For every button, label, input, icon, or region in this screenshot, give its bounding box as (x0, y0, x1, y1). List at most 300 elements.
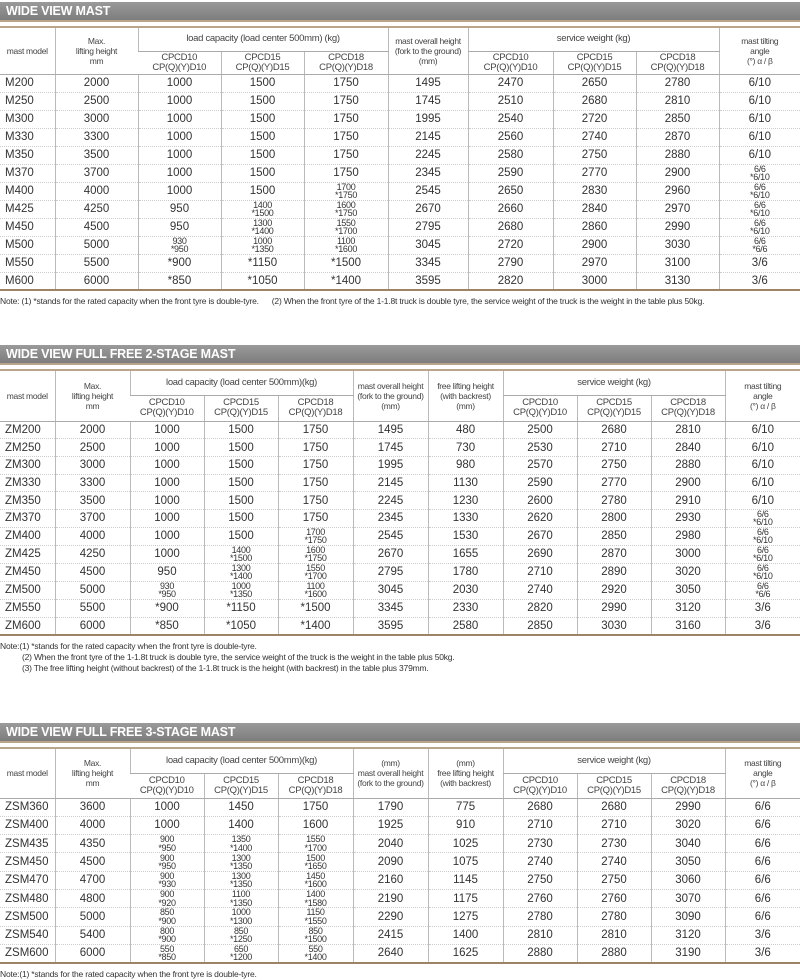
table-cell: 2900 (553, 236, 636, 254)
table-cell: 550 *1400 (278, 944, 353, 963)
table-cell: 2780 (577, 492, 651, 510)
table-cell: 2850 (503, 617, 577, 635)
table-cell: 6/10 (725, 439, 800, 457)
section-title: WIDE VIEW FULL FREE 2-STAGE MAST (0, 345, 800, 365)
table-cell: 6/10 (719, 74, 800, 92)
table-cell: 3030 (636, 236, 719, 254)
table-cell: 6/10 (725, 474, 800, 492)
table-cell: 6/6 *6/10 (725, 563, 800, 581)
table-row (0, 110, 800, 128)
table-cell: 3090 (651, 908, 725, 926)
col-load-capacity: load capacity (load center 500mm)(kg) (130, 748, 353, 773)
table-cell: 2720 (553, 110, 636, 128)
col-cap-cpcd10: CPCD10 CP(Q)(Y)D10 (138, 51, 221, 74)
table-cell: 2580 (428, 617, 503, 635)
table-cell: 1750 (278, 439, 353, 457)
table-cell: 1500 (204, 439, 278, 457)
table-cell: 1000 (138, 164, 221, 182)
table-cell: 2880 (651, 456, 725, 474)
table-cell: 6/10 (719, 92, 800, 110)
table-cell: 480 (428, 421, 503, 439)
table-cell: 4500 (55, 853, 130, 871)
table-cell: 1530 (428, 527, 503, 545)
table-cell: 2710 (577, 439, 651, 457)
table-row (0, 853, 800, 871)
table-cell: 1600 *1750 (304, 200, 388, 218)
table-cell: 1450 *1600 (278, 871, 353, 889)
cell-mast-model: ZM350 (0, 492, 55, 510)
col-service-weight: service weight (kg) (468, 27, 719, 51)
table-cell: 6/10 (725, 421, 800, 439)
col-service-weight: service weight (kg) (503, 370, 725, 395)
table-cell: 2850 (577, 527, 651, 545)
wide-view-mast-section (0, 2, 800, 307)
col-cap-cpcd15: CPCD15 CP(Q)(Y)D15 (204, 773, 278, 798)
table-cell: 1000 (130, 527, 204, 545)
col-mast-model: mast model (0, 27, 55, 74)
table-cell: 2710 (577, 816, 651, 834)
table-cell: 2890 (577, 563, 651, 581)
table-cell: 2740 (503, 853, 577, 871)
table-cell: 1500 (204, 421, 278, 439)
table-cell: 1100 *1350 (204, 889, 278, 907)
table-cell: 2580 (468, 146, 553, 164)
table-cell: 2190 (353, 889, 428, 907)
table-cell: 2710 (503, 563, 577, 581)
table-cell: *900 (138, 254, 221, 272)
table-cell: 1550 *1700 (278, 563, 353, 581)
table-cell: 3345 (353, 599, 428, 617)
table-cell: 930 *950 (130, 581, 204, 599)
table-row (0, 474, 800, 492)
table-cell: 1745 (388, 92, 468, 110)
table-cell: 2560 (468, 128, 553, 146)
table-cell: 2820 (468, 272, 553, 290)
cell-mast-model: ZM425 (0, 545, 55, 563)
table-cell: 2740 (577, 853, 651, 871)
table-cell: 1600 (278, 816, 353, 834)
table-cell: 2500 (503, 421, 577, 439)
table-cell: *1400 (278, 617, 353, 635)
col-sw-cpcd15: CPCD15 CP(Q)(Y)D15 (577, 395, 651, 421)
table-cell: 1000 (130, 439, 204, 457)
cell-mast-model: ZSM360 (0, 798, 55, 816)
full-free-2-stage-section (0, 345, 800, 674)
table-cell: 2650 (468, 182, 553, 200)
table-row (0, 236, 800, 254)
table-cell: 6/6 (725, 889, 800, 907)
table-cell: 2795 (353, 563, 428, 581)
table-cell: 1400 (204, 816, 278, 834)
table-cell: 1500 *1650 (278, 853, 353, 871)
table-cell: 1000 (138, 110, 221, 128)
table-cell: 1275 (428, 908, 503, 926)
table-cell: 2030 (428, 581, 503, 599)
table-cell: 6/6 *6/6 (719, 236, 800, 254)
table-cell: 1400 (428, 926, 503, 944)
table-cell: 2840 (553, 200, 636, 218)
table-cell: 2990 (636, 218, 719, 236)
table-row (0, 509, 800, 527)
cell-mast-model: ZM450 (0, 563, 55, 581)
table-cell: 1130 (428, 474, 503, 492)
table-cell: 1750 (278, 492, 353, 510)
table-cell: 6/6 (725, 871, 800, 889)
table-cell: 1600 *1750 (278, 545, 353, 563)
table-cell: 1745 (353, 439, 428, 457)
table-cell: 2900 (636, 164, 719, 182)
table-cell: 950 (138, 200, 221, 218)
table-cell: *1150 (221, 254, 304, 272)
table-cell: 2810 (636, 92, 719, 110)
table-cell: 850 *1250 (204, 926, 278, 944)
table-cell: 2510 (468, 92, 553, 110)
table-cell: 1750 (304, 146, 388, 164)
table-cell: 2850 (636, 110, 719, 128)
table-cell: 1750 (278, 421, 353, 439)
table-cell: 1075 (428, 853, 503, 871)
table-cell: 2880 (636, 146, 719, 164)
table-cell: 1100 *1600 (278, 581, 353, 599)
table-cell: 2870 (636, 128, 719, 146)
cell-mast-model: M600 (0, 272, 55, 290)
table-cell: 2810 (503, 926, 577, 944)
table-cell: 2840 (651, 439, 725, 457)
table-cell: 3030 (577, 617, 651, 635)
table-cell: *1050 (221, 272, 304, 290)
cell-mast-model: M425 (0, 200, 55, 218)
table-cell: 6/6 *6/10 (719, 182, 800, 200)
table-cell: 2345 (388, 164, 468, 182)
cell-mast-model: ZM330 (0, 474, 55, 492)
table-cell: 1790 (353, 798, 428, 816)
table-cell: 2760 (577, 889, 651, 907)
col-load-capacity: load capacity (load center 500mm)(kg) (130, 370, 353, 395)
table-note: Note: (1) *stands for the rated capacity when the front tyre is double-tyre. (2) When the front tyre of the 1-1.8t truck is double tyre, the service weight of the truck is the weight in the table plus 50kg. (0, 296, 705, 306)
col-load-capacity: load capacity (load center 500mm) (kg) (138, 27, 388, 51)
table-cell: 1300 *1400 (221, 218, 304, 236)
table-cell: 1625 (428, 944, 503, 963)
table-cell: 2900 (651, 474, 725, 492)
full-free-3-stage-section (0, 723, 800, 980)
table-cell: 2290 (353, 908, 428, 926)
cell-mast-model: ZSM480 (0, 889, 55, 907)
table-cell: 1500 (221, 182, 304, 200)
table-cell: 1750 (304, 92, 388, 110)
table-cell: 1100 *1600 (304, 236, 388, 254)
table-cell: 1995 (353, 456, 428, 474)
table-cell: 1400 *1500 (221, 200, 304, 218)
table-cell: *1050 (204, 617, 278, 635)
col-sw-cpcd18: CPCD18 CP(Q)(Y)D18 (651, 395, 725, 421)
table-cell: 2090 (353, 853, 428, 871)
table-cell: 2970 (636, 200, 719, 218)
table-cell: 2145 (353, 474, 428, 492)
table-cell: 3045 (353, 581, 428, 599)
table-cell: 6/6 *6/10 (725, 545, 800, 563)
col-sw-cpcd10: CPCD10 CP(Q)(Y)D10 (468, 51, 553, 74)
table-cell: 1000 (130, 421, 204, 439)
table-cell: 550 *850 (130, 944, 204, 963)
table-cell: 1450 (204, 798, 278, 816)
table-cell: 3050 (651, 581, 725, 599)
table-cell: 650 *1200 (204, 944, 278, 963)
col-max-height: Max. lifting height mm (55, 27, 138, 74)
table-cell: 1000 (138, 128, 221, 146)
table-cell: 2470 (468, 74, 553, 92)
table-cell: 2760 (503, 889, 577, 907)
table-cell: 3700 (55, 164, 138, 182)
table-row (0, 545, 800, 563)
table-cell: 6/6 *6/10 (719, 164, 800, 182)
table-cell: 1300 *1400 (204, 563, 278, 581)
table-cell: 950 (138, 218, 221, 236)
table-cell: 3040 (651, 835, 725, 853)
table-cell: 3/6 (725, 944, 800, 963)
cell-mast-model: M350 (0, 146, 55, 164)
table-row (0, 798, 800, 816)
table-cell: 4350 (55, 835, 130, 853)
table-cell: 3595 (388, 272, 468, 290)
table-cell: 2670 (388, 200, 468, 218)
table-cell: 2860 (553, 218, 636, 236)
table-cell: 4700 (55, 871, 130, 889)
table-cell: 1000 (130, 474, 204, 492)
table-cell: 2670 (503, 527, 577, 545)
table-cell: 2750 (577, 456, 651, 474)
table-cell: 2545 (388, 182, 468, 200)
table-cell: 1330 (428, 509, 503, 527)
table-cell: 2750 (553, 146, 636, 164)
table-cell: 2960 (636, 182, 719, 200)
table-cell: 2680 (577, 421, 651, 439)
col-cap-cpcd18: CPCD18 CP(Q)(Y)D18 (278, 773, 353, 798)
table-cell: 1145 (428, 871, 503, 889)
table-cell: 2740 (553, 128, 636, 146)
table-cell: 2980 (651, 527, 725, 545)
table-cell: 1550 *1700 (278, 835, 353, 853)
table-cell: 2620 (503, 509, 577, 527)
table-cell: 2160 (353, 871, 428, 889)
table-row (0, 816, 800, 834)
table-cell: 2770 (577, 474, 651, 492)
table-cell: 2780 (636, 74, 719, 92)
table-cell: 2000 (55, 74, 138, 92)
table-note: Note:(1) *stands for the rated capacity when the front tyre is double-tyre. (0, 968, 257, 979)
table-cell: 2540 (468, 110, 553, 128)
table-cell: 3000 (651, 545, 725, 563)
table-cell: 2650 (553, 74, 636, 92)
table-row (0, 492, 800, 510)
cell-mast-model: M550 (0, 254, 55, 272)
cell-mast-model: ZM370 (0, 509, 55, 527)
table-cell: 1655 (428, 545, 503, 563)
table-cell: 1700 *1750 (304, 182, 388, 200)
table-row (0, 871, 800, 889)
table-cell: 2780 (503, 908, 577, 926)
table-cell: 2040 (353, 835, 428, 853)
table-cell: 2530 (503, 439, 577, 457)
cell-mast-model: M330 (0, 128, 55, 146)
table-cell: 3050 (651, 853, 725, 871)
table-cell: 850 *900 (130, 908, 204, 926)
col-service-weight: service weight (kg) (503, 748, 725, 773)
table-cell: 3130 (636, 272, 719, 290)
col-cap-cpcd18: CPCD18 CP(Q)(Y)D18 (278, 395, 353, 421)
table-cell: 1500 (204, 456, 278, 474)
table-cell: 1500 (204, 509, 278, 527)
table-cell: 2680 (553, 92, 636, 110)
col-cap-cpcd15: CPCD15 CP(Q)(Y)D15 (204, 395, 278, 421)
table-cell: 1400 *1580 (278, 889, 353, 907)
table-cell: *1150 (204, 599, 278, 617)
table-cell: 2750 (577, 871, 651, 889)
table-cell: 2000 (55, 421, 130, 439)
cell-mast-model: M370 (0, 164, 55, 182)
table-cell: 2500 (55, 92, 138, 110)
table-cell: 6/6 *6/10 (725, 527, 800, 545)
table-cell: 2680 (468, 218, 553, 236)
col-overall-height: mast overall height (fork to the ground) (mm) (388, 27, 468, 74)
table-cell: 900 *950 (130, 853, 204, 871)
section-title: WIDE VIEW FULL FREE 3-STAGE MAST (0, 723, 800, 743)
table-cell: 6/6 *6/10 (719, 218, 800, 236)
table-cell: 6/10 (725, 492, 800, 510)
table-cell: 2710 (503, 816, 577, 834)
table-row (0, 92, 800, 110)
table-cell: 3120 (651, 599, 725, 617)
table-cell: 2800 (577, 509, 651, 527)
col-overall-height: mast overall height (fork to the ground) (mm) (353, 370, 428, 421)
table-cell: 6/6 *6/10 (719, 200, 800, 218)
table-cell: 1495 (388, 74, 468, 92)
table-cell: 5000 (55, 908, 130, 926)
table-cell: 1750 (304, 110, 388, 128)
table-cell: 1000 (130, 492, 204, 510)
table-row (0, 164, 800, 182)
table-cell: 2640 (353, 944, 428, 963)
table-cell: 2680 (503, 798, 577, 816)
table-cell: 2780 (577, 908, 651, 926)
table-row (0, 254, 800, 272)
table-row (0, 835, 800, 853)
table-cell: 6000 (55, 617, 130, 635)
table-cell: 1350 *1400 (204, 835, 278, 853)
table-cell: 3100 (636, 254, 719, 272)
table-cell: 3000 (553, 272, 636, 290)
table-cell: 3/6 (719, 272, 800, 290)
table-cell: 1000 (138, 74, 221, 92)
col-sw-cpcd15: CPCD15 CP(Q)(Y)D15 (553, 51, 636, 74)
table-cell: *1500 (304, 254, 388, 272)
cell-mast-model: ZSM435 (0, 835, 55, 853)
table-cell: 6/6 (725, 798, 800, 816)
table-cell: 2500 (55, 439, 130, 457)
table-cell: 1000 *1350 (204, 581, 278, 599)
table-cell: 3595 (353, 617, 428, 635)
col-tilt-angle: mast tilting angle (°) α / β (725, 748, 800, 798)
table-cell: 1750 (278, 798, 353, 816)
table-cell: 2870 (577, 545, 651, 563)
table-cell: 2910 (651, 492, 725, 510)
table-cell: 6/10 (725, 456, 800, 474)
cell-mast-model: M300 (0, 110, 55, 128)
cell-mast-model: ZM400 (0, 527, 55, 545)
table-cell: 2920 (577, 581, 651, 599)
table-cell: 3000 (55, 110, 138, 128)
note-1: Note:(1) *stands for the rated capacity when the front tyre is double-tyre. (0, 640, 257, 651)
table-row (0, 74, 800, 92)
table-cell: 2795 (388, 218, 468, 236)
cell-mast-model: ZM550 (0, 599, 55, 617)
table-cell: 2330 (428, 599, 503, 617)
table-cell: 3600 (55, 798, 130, 816)
col-mast-model: mast model (0, 748, 55, 798)
table-row (0, 599, 800, 617)
col-sw-cpcd18: CPCD18 CP(Q)(Y)D18 (651, 773, 725, 798)
table-cell: 1750 (304, 128, 388, 146)
table-cell: 4000 (55, 182, 138, 200)
table-cell: 6/6 (725, 908, 800, 926)
table-cell: 1500 (221, 110, 304, 128)
table-cell: 2770 (553, 164, 636, 182)
table-cell: 1780 (428, 563, 503, 581)
table-row (0, 456, 800, 474)
col-overall-height: (mm) mast overall height (fork to the ground) (353, 748, 428, 798)
table-row (0, 944, 800, 963)
table-cell: 2730 (577, 835, 651, 853)
table-cell: 5500 (55, 254, 138, 272)
table-cell: 2820 (503, 599, 577, 617)
table-cell: *1500 (278, 599, 353, 617)
table-cell: 6/10 (719, 110, 800, 128)
table-cell: 3020 (651, 563, 725, 581)
table-cell: 3345 (388, 254, 468, 272)
table-row (0, 889, 800, 907)
table-cell: 3000 (55, 456, 130, 474)
table-cell: 1400 *1500 (204, 545, 278, 563)
col-sw-cpcd18: CPCD18 CP(Q)(Y)D18 (636, 51, 719, 74)
table-cell: 2570 (503, 456, 577, 474)
note-2: (2) When the front tyre of the 1-1.8t truck is double tyre, the service weight of the truck is the weight in the table plus 50kg. (22, 651, 455, 662)
table-row (0, 200, 800, 218)
table-cell: 775 (428, 798, 503, 816)
table-cell: 3190 (651, 944, 725, 963)
table-cell: 1300 *1350 (204, 853, 278, 871)
col-mast-model: mast model (0, 370, 55, 421)
table-cell: 1300 *1350 (204, 871, 278, 889)
table-cell: 2990 (577, 599, 651, 617)
table-row (0, 581, 800, 599)
table-cell: 980 (428, 456, 503, 474)
table-cell: 3300 (55, 128, 138, 146)
table-cell: 900 *920 (130, 889, 204, 907)
table-cell: 4500 (55, 218, 138, 236)
table-cell: 6/10 (719, 146, 800, 164)
table-row (0, 272, 800, 290)
table-row (0, 908, 800, 926)
cell-mast-model: ZSM540 (0, 926, 55, 944)
cell-mast-model: ZM500 (0, 581, 55, 599)
table-cell: 3/6 (725, 617, 800, 635)
table-cell: 5000 (55, 581, 130, 599)
table-row (0, 926, 800, 944)
table-cell: *850 (130, 617, 204, 635)
table-cell: 850 *1500 (278, 926, 353, 944)
table-cell: 2590 (503, 474, 577, 492)
table-cell: 3700 (55, 509, 130, 527)
table-cell: 1230 (428, 492, 503, 510)
